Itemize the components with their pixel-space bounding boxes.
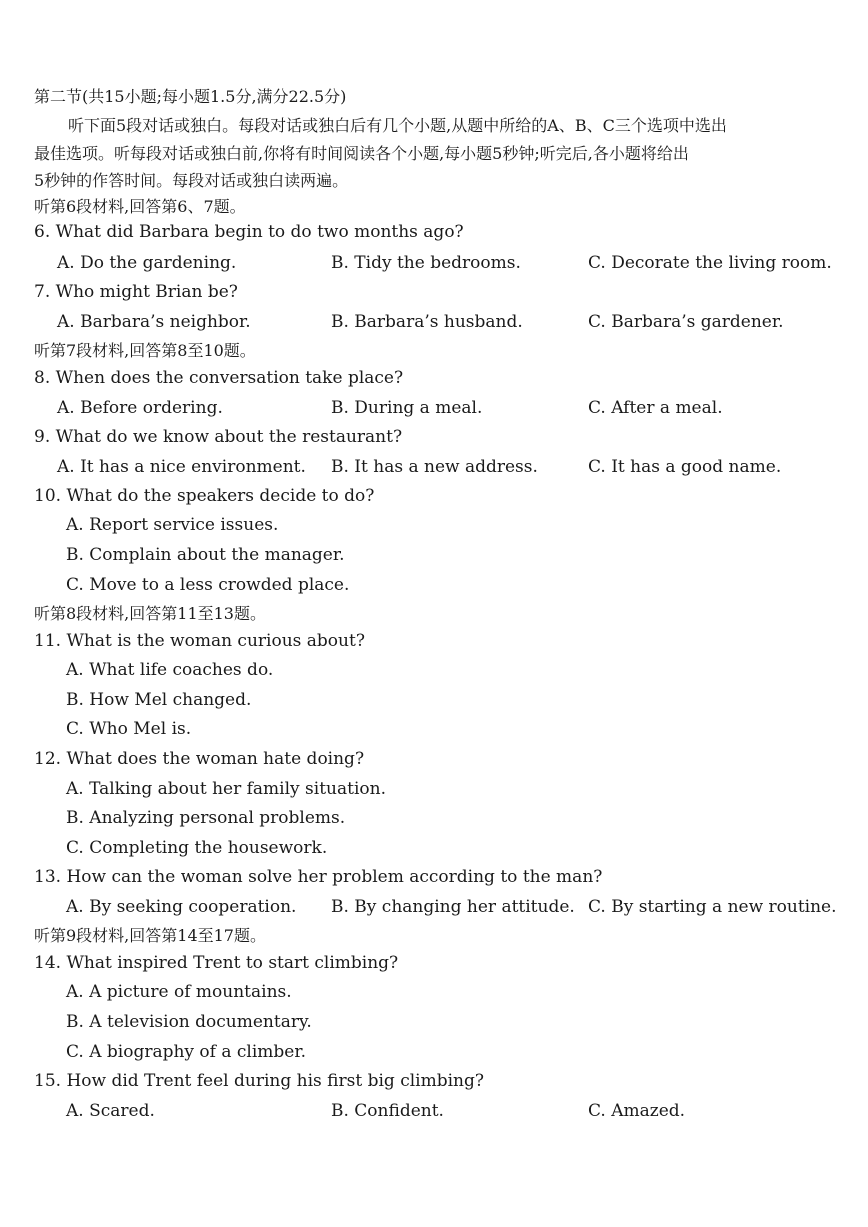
group-label-9: 听第9段材料,回答第14至17题。 (34, 926, 266, 945)
question-15-stem: 15. How did Trent feel during his first big climbing? (34, 1071, 484, 1091)
question-10-option-b[interactable]: B. Complain about the manager. (66, 545, 345, 565)
question-13-option-a[interactable]: A. By seeking cooperation. (66, 897, 297, 917)
question-15-option-b[interactable]: B. Confident. (331, 1101, 444, 1121)
question-9-option-b[interactable]: B. It has a new address. (331, 457, 538, 477)
instruction-line-3: 5秒钟的作答时间。每段对话或独白读两遍。 (34, 171, 349, 190)
question-14-option-a[interactable]: A. A picture of mountains. (66, 982, 292, 1002)
question-12-option-a[interactable]: A. Talking about her family situation. (66, 779, 386, 799)
question-9-stem: 9. What do we know about the restaurant? (34, 427, 403, 447)
question-10-option-a[interactable]: A. Report service issues. (66, 515, 279, 535)
group-label-6: 听第6段材料,回答第6、7题。 (34, 197, 246, 216)
question-6-option-b[interactable]: B. Tidy the bedrooms. (331, 253, 521, 273)
question-14-stem: 14. What inspired Trent to start climbing? (34, 953, 399, 973)
section-header: 第二节(共15小题;每小题1.5分,满分22.5分) (34, 87, 347, 106)
question-7-option-b[interactable]: B. Barbara’s husband. (331, 312, 523, 332)
question-12-option-b[interactable]: B. Analyzing personal problems. (66, 808, 346, 828)
question-6-option-a[interactable]: A. Do the gardening. (57, 253, 237, 273)
question-11-option-a[interactable]: A. What life coaches do. (66, 660, 274, 680)
question-12-stem: 12. What does the woman hate doing? (34, 749, 365, 769)
question-8-option-b[interactable]: B. During a meal. (331, 398, 483, 418)
question-7-stem: 7. Who might Brian be? (34, 282, 238, 302)
question-10-stem: 10. What do the speakers decide to do? (34, 486, 375, 506)
question-13-stem: 13. How can the woman solve her problem according to the man? (34, 867, 603, 887)
question-6-stem: 6. What did Barbara begin to do two months ago? (34, 222, 464, 242)
question-13-option-b[interactable]: B. By changing her attitude. (331, 897, 575, 917)
question-7-option-c[interactable]: C. Barbara’s gardener. (588, 312, 784, 332)
question-10-option-c[interactable]: C. Move to a less crowded place. (66, 575, 350, 595)
group-label-7: 听第7段材料,回答第8至10题。 (34, 341, 256, 360)
question-12-option-c[interactable]: C. Completing the housework. (66, 838, 328, 858)
group-label-8: 听第8段材料,回答第11至13题。 (34, 604, 266, 623)
instruction-line-1: 听下面5段对话或独白。每段对话或独白后有几个小题,从题中所给的A、B、C三个选项中选出 (68, 116, 727, 135)
question-8-option-c[interactable]: C. After a meal. (588, 398, 723, 418)
question-14-option-c[interactable]: C. A biography of a climber. (66, 1042, 307, 1062)
question-13-option-c[interactable]: C. By starting a new routine. (588, 897, 837, 917)
question-11-option-b[interactable]: B. How Mel changed. (66, 690, 252, 710)
instruction-line-2: 最佳选项。听每段对话或独白前,你将有时间阅读各个小题,每小题5秒钟;听完后,各小题将给出 (34, 144, 689, 163)
question-9-option-c[interactable]: C. It has a good name. (588, 457, 782, 477)
question-8-stem: 8. When does the conversation take place? (34, 368, 404, 388)
question-9-option-a[interactable]: A. It has a nice environment. (57, 457, 306, 477)
question-15-option-a[interactable]: A. Scared. (66, 1101, 155, 1121)
question-8-option-a[interactable]: A. Before ordering. (57, 398, 223, 418)
question-6-option-c[interactable]: C. Decorate the living room. (588, 253, 832, 273)
question-7-option-a[interactable]: A. Barbara’s neighbor. (57, 312, 251, 332)
question-14-option-b[interactable]: B. A television documentary. (66, 1012, 312, 1032)
question-11-stem: 11. What is the woman curious about? (34, 631, 365, 651)
question-11-option-c[interactable]: C. Who Mel is. (66, 719, 192, 739)
question-15-option-c[interactable]: C. Amazed. (588, 1101, 686, 1121)
